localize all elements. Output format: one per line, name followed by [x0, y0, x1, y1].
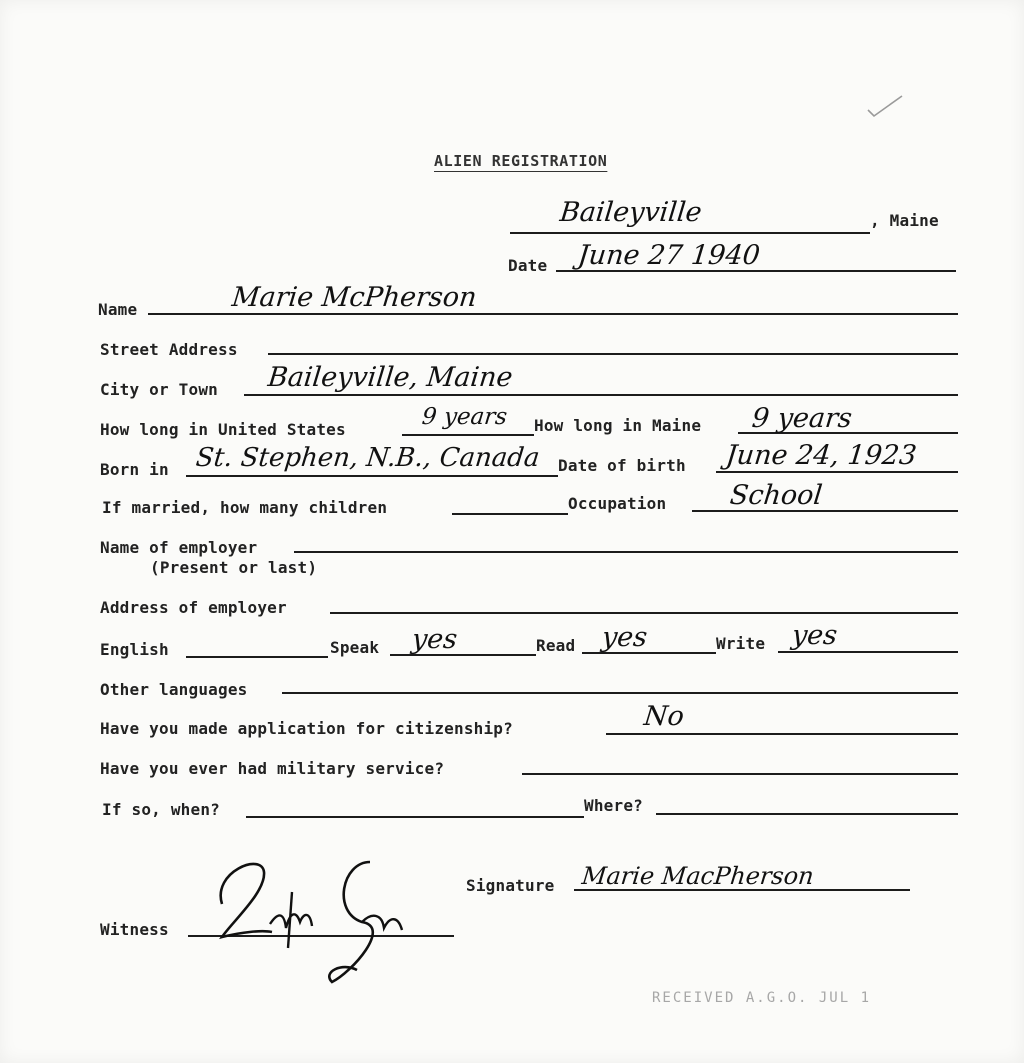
read-value: yes: [600, 622, 649, 653]
born-value: St. Stephen, N.B., Canada: [194, 443, 542, 473]
how-long-maine-value: 9 years: [750, 403, 854, 434]
occupation-label: Occupation: [568, 494, 667, 513]
name-label: Name: [98, 300, 138, 319]
dob-line: [716, 471, 958, 473]
write-line: [778, 651, 958, 653]
town-value: Baileyville: [558, 197, 704, 228]
name-line: [148, 313, 958, 315]
how-long-maine-label: How long in Maine: [534, 416, 702, 435]
speak-value: yes: [410, 624, 459, 655]
military-line: [522, 773, 958, 775]
town-line: [510, 232, 870, 234]
english-label: English: [100, 640, 169, 659]
date-label: Date: [508, 256, 548, 275]
how-long-us-label: How long in United States: [100, 420, 346, 439]
other-languages-line: [282, 692, 958, 694]
how-long-us-value: 9 years: [420, 404, 509, 430]
check-mark: [866, 92, 906, 118]
dob-label: Date of birth: [558, 456, 686, 475]
military-label: Have you ever had military service?: [100, 759, 445, 778]
employer-line: [294, 551, 958, 553]
street-label: Street Address: [100, 340, 238, 359]
date-value: June 27 1940: [576, 240, 762, 271]
where-label: Where?: [584, 796, 643, 815]
form-title: ALIEN REGISTRATION: [434, 152, 608, 170]
born-label: Born in: [100, 460, 169, 479]
citizenship-value: No: [642, 701, 686, 732]
city-value: Baileyville, Maine: [266, 362, 515, 393]
city-label: City or Town: [100, 380, 218, 399]
write-label: Write: [716, 634, 766, 653]
employer-address-line: [330, 612, 958, 614]
name-value: Marie McPherson: [230, 282, 479, 313]
signature-label: Signature: [466, 876, 555, 895]
married-label: If married, how many children: [102, 498, 388, 517]
where-line: [656, 813, 958, 815]
write-value: yes: [790, 620, 839, 651]
citizenship-label: Have you made application for citizenship?: [100, 719, 513, 738]
citizenship-line: [606, 733, 958, 735]
witness-signature: [192, 852, 422, 992]
dob-value: June 24, 1923: [724, 440, 919, 471]
employer-sub-label: (Present or last): [150, 558, 318, 577]
speak-label: Speak: [330, 638, 380, 657]
occupation-value: School: [728, 480, 824, 511]
english-line: [186, 656, 328, 658]
when-line: [246, 816, 584, 818]
state-suffix: , Maine: [870, 211, 939, 230]
street-line: [268, 353, 958, 355]
born-line: [186, 475, 558, 477]
if-so-label: If so, when?: [102, 800, 220, 819]
employer-address-label: Address of employer: [100, 598, 287, 617]
received-stamp: RECEIVED A.G.O. JUL 1: [652, 990, 872, 1006]
witness-label: Witness: [100, 920, 169, 939]
how-long-us-line: [402, 434, 534, 436]
other-languages-label: Other languages: [100, 680, 248, 699]
married-line: [452, 513, 568, 515]
signature-value: Marie MacPherson: [580, 862, 816, 890]
city-line: [244, 394, 958, 396]
read-label: Read: [536, 636, 576, 655]
employer-label: Name of employer: [100, 538, 258, 557]
